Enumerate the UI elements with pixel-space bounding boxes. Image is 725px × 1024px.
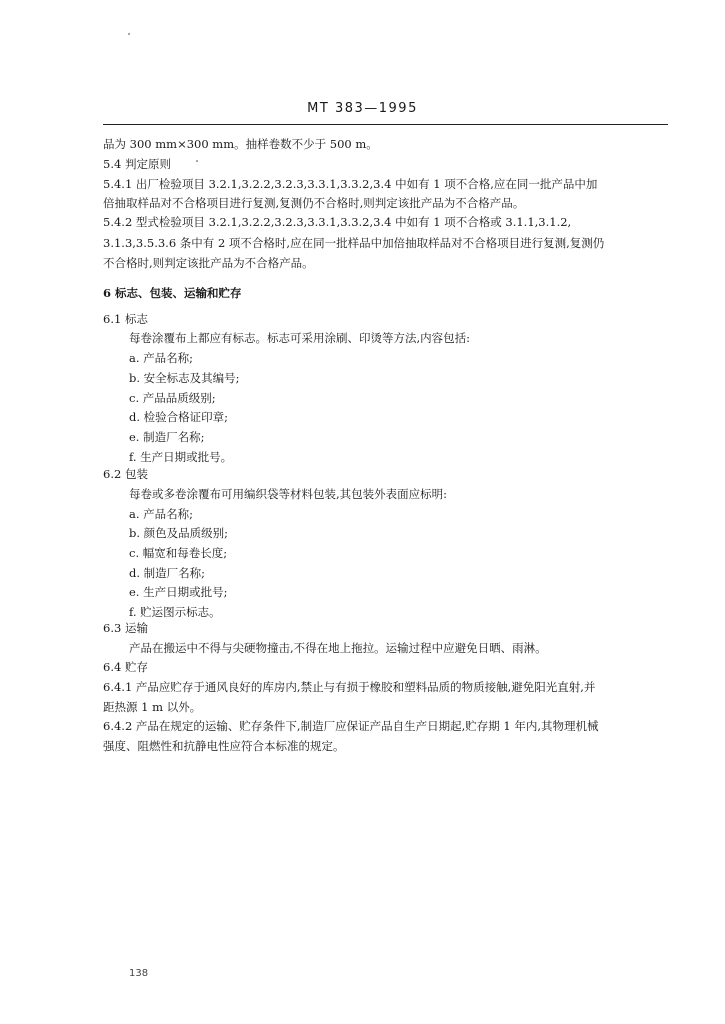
text-line: 6.4.1 产品应贮存于通风良好的库房内,禁止与有损于橡胶和塑料品质的物质接触,避免阳光直射,并 <box>103 680 596 694</box>
text-line: 6.4.2 产品在规定的运输、贮存条件下,制造厂应保证产品自生产日期起,贮存期 1 年内,其物理机械 <box>103 719 599 733</box>
text-line: 5.4.1 出厂检验项目 3.2.1,3.2.2,3.2.3,3.3.1,3.3.2,3.4 中如有 1 项不合格,应在同一批产品中加 <box>103 177 598 191</box>
scan-speck <box>128 33 130 35</box>
section-heading: 6.4 贮存 <box>103 660 148 674</box>
section-heading: 5.4 判定原则 <box>103 157 171 171</box>
section-heading: 6.3 运输 <box>103 621 148 635</box>
text-line: 3.1.3,3.5.3.6 条中有 2 项不合格时,应在同一批样品中加倍抽取样品对不合格项目进行复测,复测仍 <box>103 236 605 250</box>
list-item: a. 产品名称; <box>129 351 194 365</box>
text-line: 倍抽取样品对不合格项目进行复测,复测仍不合格时,则判定该批产品为不合格产品。 <box>103 196 525 210</box>
page-number: 138 <box>129 968 149 979</box>
list-item: f. 生产日期或批号。 <box>129 450 233 464</box>
text-line: 5.4.2 型式检验项目 3.2.1,3.2.2,3.2.3,3.3.1,3.3.2,3.4 中如有 1 项不合格或 3.1.1,3.1.2, <box>103 215 572 229</box>
chapter-heading: 6 标志、包装、运输和贮存 <box>103 286 242 300</box>
list-item: c. 产品品质级别; <box>129 391 216 405</box>
text-line: 距热源 1 m 以外。 <box>103 700 202 714</box>
section-heading: 6.1 标志 <box>103 312 148 326</box>
text-line: 产品在搬运中不得与尖硬物撞击,不得在地上拖拉。运输过程中应避免日晒、雨淋。 <box>129 641 547 655</box>
list-item: c. 幅宽和每卷长度; <box>129 546 228 560</box>
text-line: 每卷涂覆布上都应有标志。标志可采用涂刷、印烫等方法,内容包括: <box>129 331 471 345</box>
list-item: e. 生产日期或批号; <box>129 585 228 599</box>
scan-speck <box>196 160 198 162</box>
text-line: 不合格时,则判定该批产品为不合格产品。 <box>103 256 314 270</box>
standard-code: MT 383—1995 <box>307 101 418 116</box>
text-line: 品为 300 mm×300 mm。抽样卷数不少于 500 m。 <box>103 137 378 151</box>
header-rule <box>103 124 668 125</box>
text-line: 强度、阻燃性和抗静电性应符合本标准的规定。 <box>103 739 345 753</box>
list-item: d. 检验合格证印章; <box>129 410 229 424</box>
list-item: b. 安全标志及其编号; <box>129 371 240 385</box>
list-item: d. 制造厂名称; <box>129 566 206 580</box>
list-item: b. 颜色及品质级别; <box>129 526 229 540</box>
text-line: 每卷或多卷涂覆布可用编织袋等材料包装,其包装外表面应标明: <box>129 487 448 501</box>
section-heading: 6.2 包装 <box>103 467 148 481</box>
list-item: f. 贮运图示标志。 <box>129 605 221 619</box>
list-item: e. 制造厂名称; <box>129 430 205 444</box>
list-item: a. 产品名称; <box>129 507 194 521</box>
